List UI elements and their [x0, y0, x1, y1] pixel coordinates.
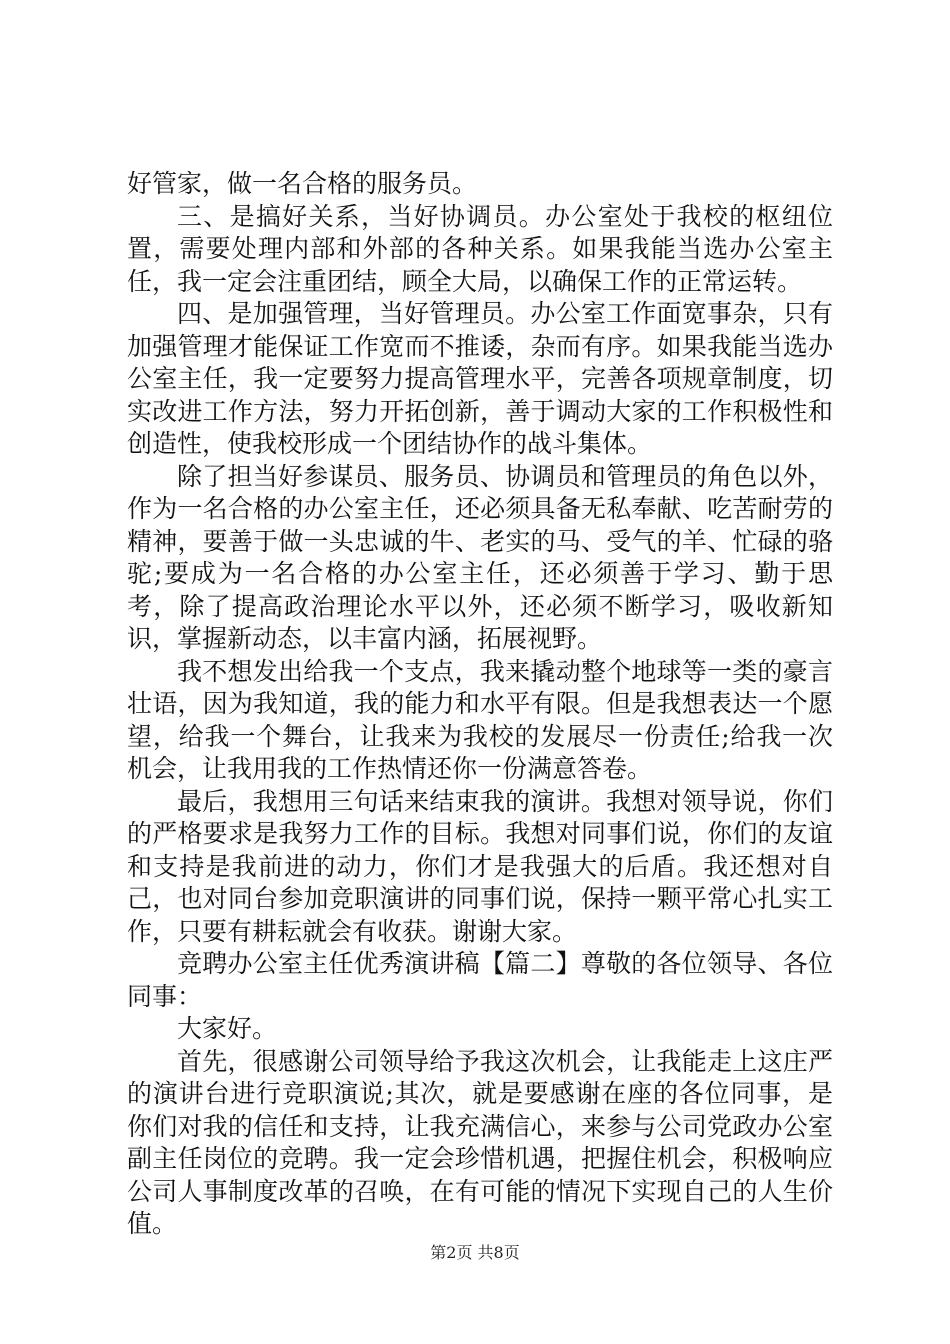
paragraph-greeting: 大家好。	[177, 1014, 278, 1043]
paragraph-thanks: 首先，很感谢公司领导给予我这次机会，让我能走上这庄严的演讲台进行竞职演说;其次，就是要感谢在座的各位同事，是你们对我的信任和支持，让我充满信心，来参与公司党政办公室副主任岗位的竞聘。我一定会珍惜机遇，把握住机会，积极响应公司人事制度改革的召唤，在有可能的情况下实现自己的人生价值。	[127, 1046, 833, 1238]
paragraph-closing: 最后，我想用三句话来结束我的演讲。我想对领导说，你们的严格要求是我努力工作的目标。我想对同事们说，你们的友谊和支持是我前进的动力，你们才是我强大的后盾。我还想对自己，也对同台参加竞职演讲的同事们说，保持一颗平常心扎实工作，只要有耕耘就会有收获。谢谢大家。	[127, 786, 833, 946]
paragraph-coordination: 三、是搞好关系，当好协调员。办公室处于我校的枢纽位置，需要处理内部和外部的各种关系。如果我能当选办公室主任，我一定会注重团结，顾全大局，以确保工作的正常运转。	[127, 201, 833, 296]
paragraph-continuation: 好管家，做一名合格的服务员。	[127, 169, 478, 198]
paragraph-wish: 我不想发出给我一个支点，我来撬动整个地球等一类的豪言壮语，因为我知道，我的能力和水平有限。但是我想表达一个愿望，给我一个舞台，让我来为我校的发展尽一份责任;给我一次机会，让我用我的工作热情还你一份满意答卷。	[127, 656, 833, 783]
paragraph-section-two-heading: 竞聘办公室主任优秀演讲稿【篇二】尊敬的各位领导、各位同事：	[127, 949, 833, 1011]
paragraph-management: 四、是加强管理，当好管理员。办公室工作面宽事杂，只有加强管理才能保证工作宽而不推诿，杂而有序。如果我能当选办公室主任，我一定要努力提高管理水平，完善各项规章制度，切实改进工作方法，努力开拓创新，善于调动大家的工作积极性和创造性，使我校形成一个团结协作的战斗集体。	[127, 299, 833, 458]
paragraph-roles: 除了担当好参谋员、服务员、协调员和管理员的角色以外，作为一名合格的办公室主任，还必须具备无私奉献、吃苦耐劳的精神，要善于做一头忠诚的牛、老实的马、受气的羊、忙碌的骆驼;要成为一名合格的办公室主任，还必须善于学习、勤于思考，除了提高政治理论水平以外，还必须不断学习，吸收新知识，掌握新动态，以丰富内涵，拓展视野。	[127, 461, 833, 653]
document-body	[127, 168, 833, 1241]
page-number-footer: 第2页 共8页	[430, 1243, 520, 1262]
